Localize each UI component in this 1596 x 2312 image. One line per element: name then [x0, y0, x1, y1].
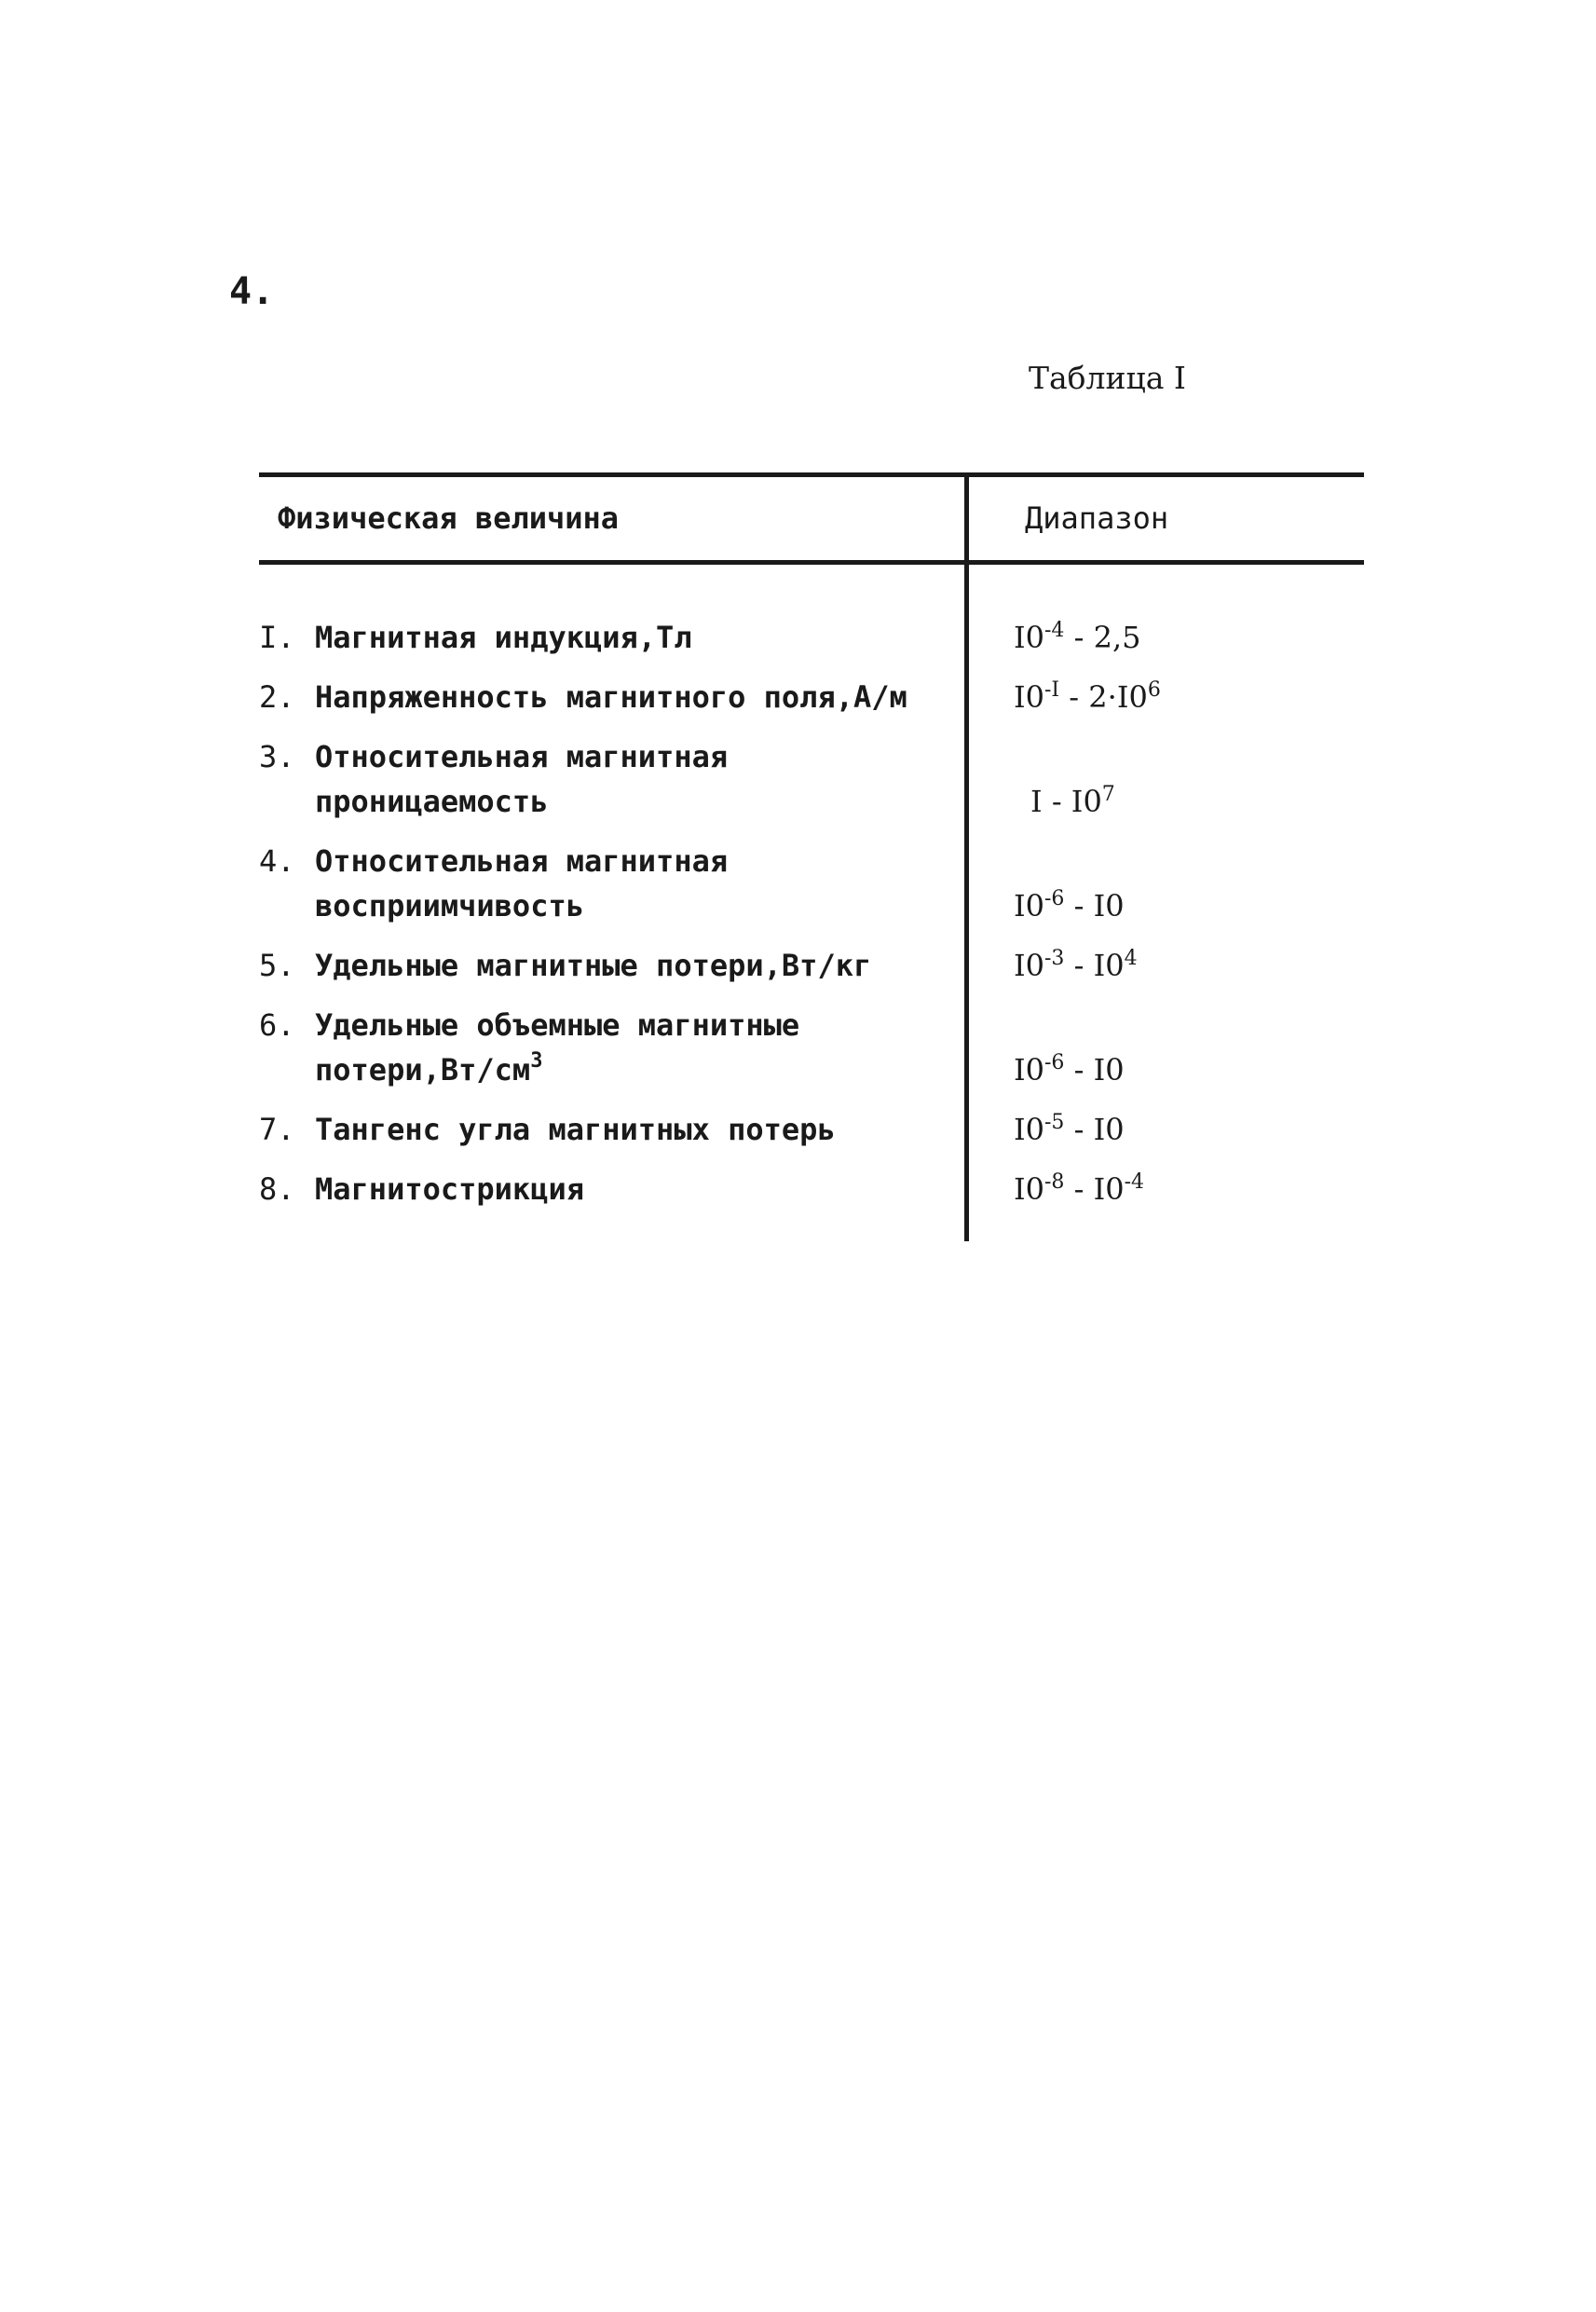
row-2-name [259, 675, 907, 719]
row-1-range [1014, 615, 1140, 660]
row-6-label: Удельные объемные магнитные [315, 1007, 800, 1043]
row-7-range-exp: -5 [1044, 1111, 1065, 1134]
row-3-label-cont: проницаемость [315, 784, 549, 819]
row-3-name [259, 734, 728, 824]
page-number: 4. [229, 270, 275, 313]
row-1-name [259, 615, 692, 660]
row-8-range [1014, 1167, 1144, 1211]
row-7-range [1014, 1107, 1125, 1152]
header-range: Диапазон [1025, 500, 1169, 536]
row-2-range [1014, 675, 1161, 719]
row-5-number: 5. [259, 948, 295, 983]
row-4-label: Относительная магнитная [315, 843, 729, 879]
row-6-name [259, 1003, 799, 1092]
row-3-range [1030, 779, 1115, 824]
row-4-range-base: I0 [1014, 888, 1044, 923]
row-7-name [259, 1107, 836, 1152]
row-7-range-base: I0 [1014, 1112, 1044, 1147]
row-7-label: Тангенс угла магнитных потерь [315, 1112, 836, 1147]
table-header-rule [259, 560, 1364, 565]
row-6-range-base: I0 [1014, 1052, 1044, 1088]
row-6-number: 6. [259, 1007, 295, 1043]
header-physical-quantity: Физическая величина [278, 500, 620, 536]
row-6-label-unit-exp: 3 [530, 1049, 543, 1073]
row-4-name [259, 839, 728, 928]
row-2-number: 2. [259, 679, 295, 715]
row-3-range-base: I - I0 [1030, 784, 1102, 819]
row-4-range [1014, 883, 1125, 928]
row-2-range-rest: - 2·I0 [1059, 679, 1148, 715]
row-8-range-exp2: -4 [1124, 1170, 1145, 1194]
row-1-label: Магнитная индукция,Тл [315, 620, 692, 655]
row-5-range [1014, 943, 1138, 988]
row-6-label-cont [259, 1047, 799, 1092]
row-1-range-rest: - 2,5 [1064, 620, 1141, 655]
row-3-number: 3. [259, 739, 295, 774]
row-4-label-cont: восприимчивость [315, 888, 584, 923]
row-5-range-exp2: 4 [1124, 947, 1138, 970]
row-5-name [259, 943, 871, 988]
row-4-range-exp: -6 [1044, 887, 1065, 910]
row-1-range-exp: -4 [1044, 619, 1065, 642]
row-8-range-exp: -8 [1044, 1170, 1065, 1194]
row-4-range-rest: - I0 [1064, 888, 1125, 923]
row-8-label: Магнитострикция [315, 1171, 584, 1207]
row-2-range-exp: -I [1044, 678, 1060, 702]
row-6-range-rest: - I0 [1064, 1052, 1125, 1088]
table-top-rule [259, 472, 1364, 477]
row-5-range-rest: - I0 [1064, 948, 1125, 983]
table-caption: Таблица I [1029, 360, 1186, 396]
row-2-range-exp2: 6 [1147, 678, 1161, 702]
row-3-range-exp: 7 [1101, 783, 1115, 806]
row-7-range-rest: - I0 [1064, 1112, 1125, 1147]
row-6-range [1014, 1047, 1125, 1092]
row-6-label-cont-text: потери,Вт/см [315, 1052, 531, 1088]
row-5-range-exp: -3 [1044, 947, 1065, 970]
row-4-number: 4. [259, 843, 295, 879]
table-column-divider [964, 477, 969, 1241]
row-5-range-base: I0 [1014, 948, 1044, 983]
row-2-range-base: I0 [1014, 679, 1044, 715]
row-8-range-rest: - I0 [1064, 1171, 1125, 1207]
row-2-label: Напряженность магнитного поля,А/м [315, 679, 907, 715]
row-3-label: Относительная магнитная [315, 739, 729, 774]
row-1-range-base: I0 [1014, 620, 1044, 655]
row-6-range-exp: -6 [1044, 1051, 1065, 1074]
row-7-number: 7. [259, 1112, 295, 1147]
row-8-name [259, 1167, 584, 1211]
row-8-range-base: I0 [1014, 1171, 1044, 1207]
row-5-label: Удельные магнитные потери,Вт/кг [315, 948, 872, 983]
row-1-number: I. [259, 620, 295, 655]
row-8-number: 8. [259, 1171, 295, 1207]
